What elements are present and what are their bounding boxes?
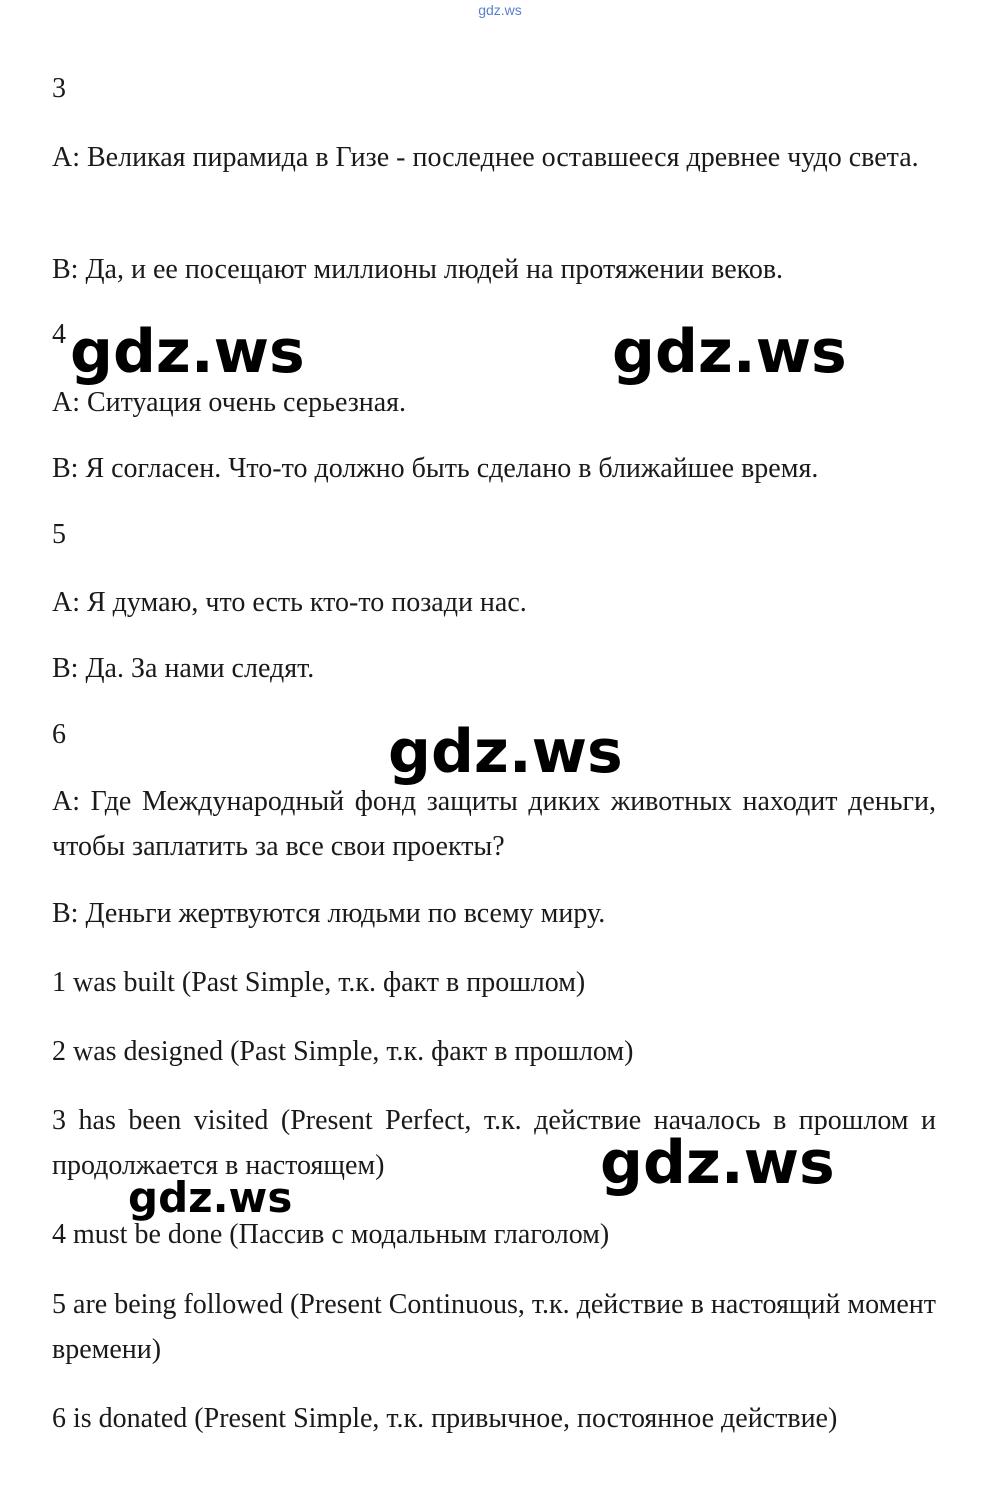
dialogue-a-6: А: Где Международный фонд защиты диких животных находит деньги, чтобы заплатить за все свои проекты?: [52, 786, 936, 862]
site-link[interactable]: gdz.ws: [478, 2, 522, 18]
dialogue-a-4: А: Ситуация очень серьезная.: [52, 387, 407, 418]
watermark: gdz.ws: [612, 317, 847, 387]
watermark: gdz.ws: [70, 317, 305, 387]
dialogue-b-4: В: Я согласен. Что-то должно быть сделано в ближайшее время.: [52, 453, 819, 484]
answer-1: 1 was built (Past Simple, т.к. факт в прошлом): [52, 967, 586, 998]
dialogue-b-5: В: Да. За нами следят.: [52, 653, 315, 684]
watermark: gdz.ws: [600, 1128, 835, 1198]
item-number-5: 5: [52, 519, 66, 550]
watermark: gdz.ws: [128, 1173, 293, 1222]
dialogue-a-3: А: Великая пирамида в Гизе - последнее оставшееся древнее чудо света.: [52, 142, 919, 173]
watermark: gdz.ws: [388, 717, 623, 787]
answer-6: 6 is donated (Present Simple, т.к. привычное, постоянное действие): [52, 1403, 838, 1434]
dialogue-a-5: А: Я думаю, что есть кто-то позади нас.: [52, 587, 527, 618]
item-number-6: 6: [52, 719, 66, 750]
answer-2: 2 was designed (Past Simple, т.к. факт в прошлом): [52, 1036, 634, 1067]
item-number-4: 4: [52, 319, 66, 350]
dialogue-b-6: В: Деньги жертвуются людьми по всему миру.: [52, 898, 606, 929]
answer-4: 4 must be done (Пассив с модальным глаголом): [52, 1219, 610, 1250]
answer-5: 5 are being followed (Present Continuous, т.к. действие в настоящий момент времени): [52, 1289, 936, 1365]
answer-3: 3 has been visited (Present Perfect, т.к. действие началось в прошлом и продолжается в настоящем): [52, 1105, 936, 1181]
item-number-3: 3: [52, 73, 66, 104]
dialogue-b-3: В: Да, и ее посещают миллионы людей на протяжении веков.: [52, 254, 784, 285]
